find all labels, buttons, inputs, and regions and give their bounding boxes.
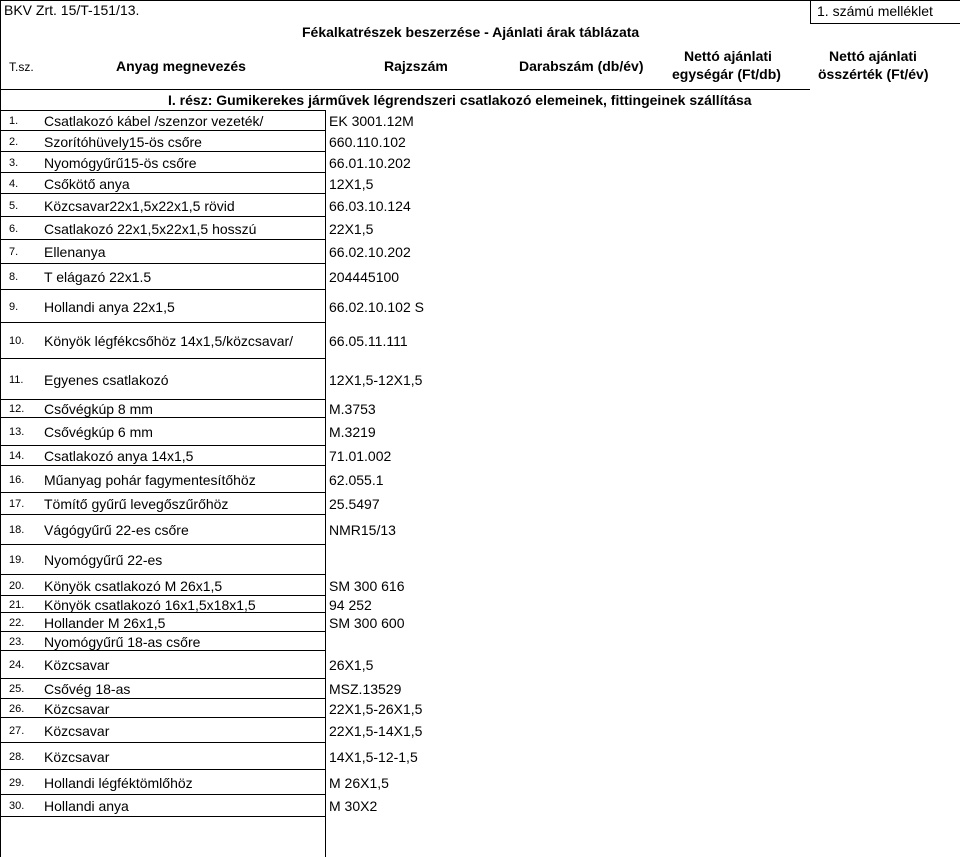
material-name: Tömítő gyűrű levegőszűrőhöz [44,496,229,512]
row-number: 22. [9,617,25,629]
drawing-number: SM 300 600 [329,615,405,631]
material-name: Ellenanya [44,244,106,260]
material-name: Szorítóhüvely15-ös csőre [44,134,202,150]
drawing-number: 66.01.10.202 [329,155,411,171]
document-reference: BKV Zrt. 15/T-151/13. [4,2,140,18]
drawing-number: 66.03.10.124 [329,198,411,214]
row-number: 18. [9,524,25,536]
material-name: Hollander M 26x1,5 [44,615,166,631]
drawing-number: 12X1,5 [329,176,374,192]
row-number: 9. [9,301,19,313]
drawing-number: MSZ.13529 [329,681,402,697]
drawing-number: M.3219 [329,424,376,440]
table-row [0,466,384,493]
table-row [0,575,405,596]
row-number: 8. [9,271,19,283]
material-name: Műanyag pohár fagymentesítőhöz [44,472,256,488]
row-number: 21. [9,599,25,611]
appendix-left-line [810,0,811,24]
table-row [0,613,405,632]
table-title: Fékalkatrészek beszerzése - Ajánlati árak táblázata [302,24,640,40]
material-name: T elágazó 22x1.5 [44,269,152,285]
drawing-number: 94 252 [329,597,372,613]
material-name: Csőkötő anya [44,176,130,192]
material-name: Egyenes csatlakozó [44,372,169,388]
col-header-name: Anyag megnevezés [116,58,246,74]
table-row [0,240,411,264]
row-number: 24. [9,659,25,671]
row-number: 29. [9,777,25,789]
material-name: Könyök légfékcsőhöz 14x1,5/közcsavar/ [44,333,294,349]
material-name: Közcsavar22x1,5x22x1,5 rövid [44,198,235,214]
row-number: 5. [9,200,19,212]
material-name: Könyök csatlakozó M 26x1,5 [44,578,223,594]
table-row [0,173,374,194]
drawing-number: 71.01.002 [329,448,392,464]
row-number: 20. [9,580,25,592]
row-number: 28. [9,751,25,763]
material-name: Könyök csatlakozó 16x1,5x18x1,5 [44,597,256,613]
drawing-number: 66.02.10.102 S [329,299,424,315]
table-row [0,493,380,515]
table-row [0,217,374,240]
material-name: Csatlakozó anya 14x1,5 [44,448,194,464]
drawing-number: 22X1,5-26X1,5 [329,701,423,717]
table-row [0,290,424,323]
table-row [0,323,408,359]
section-title: I. rész: Gumikerekes járművek légrendszeri csatlakozó elemeinek, fittingeinek szállítása [168,92,752,108]
material-name: Nyomógyűrű 22-es [44,552,163,568]
top-border [0,0,960,1]
material-name: Közcsavar [44,657,110,673]
appendix-label: 1. számú melléklet [817,3,933,19]
drawing-number: 22X1,5-14X1,5 [329,723,423,739]
drawing-number: M 26X1,5 [329,775,389,791]
table-row [0,131,406,152]
row-number: 2. [9,136,19,148]
row-number: 14. [9,450,25,462]
row-number: 26. [9,703,25,715]
drawing-number: 62.055.1 [329,472,384,488]
drawing-number: SM 300 616 [329,578,405,594]
material-name: Csővégkúp 8 mm [44,401,153,417]
col-header-unit-price-line1: Nettó ajánlati [684,48,772,64]
drawing-number: 204445100 [329,269,400,285]
material-name: Hollandi légféktömlőhöz [44,775,193,791]
table-row [0,795,378,817]
table-row [0,743,418,770]
material-name: Nyomógyűrű 18-as csőre [44,634,201,650]
table-row [0,770,389,795]
material-name: Csatlakozó kábel /szenzor vezeték/ [44,113,264,129]
table-row [0,446,392,466]
table-row [0,400,376,418]
table-row [0,679,402,699]
table-row [0,418,376,446]
row-number: 16. [9,474,25,486]
col-header-unit-price-line2: egységár (Ft/db) [672,66,781,82]
material-name: Hollandi anya 22x1,5 [44,299,175,315]
row-number: 6. [9,223,19,235]
drawing-number: 12X1,5-12X1,5 [329,372,423,388]
table-row [0,699,423,718]
drawing-number: 25.5497 [329,496,380,512]
material-name: Közcsavar [44,749,110,765]
material-name: Csatlakozó 22x1,5x22x1,5 hosszú [44,221,257,237]
row-number: 4. [9,178,19,190]
col-header-total-line1: Nettó ajánlati [829,48,917,64]
material-name: Közcsavar [44,701,110,717]
drawing-number: 14X1,5-12-1,5 [329,749,418,765]
drawing-number: NMR15/13 [329,522,396,538]
drawing-number: 22X1,5 [329,221,374,237]
material-name: Csővégkúp 6 mm [44,424,153,440]
material-name: Közcsavar [44,723,110,739]
row-number: 23. [9,636,25,648]
material-name: Csővég 18-as [44,681,131,697]
material-name: Vágógyűrű 22-es csőre [44,522,189,538]
drawing-number: 660.110.102 [329,134,406,150]
drawing-number: 66.02.10.202 [329,244,411,260]
row-number: 30. [9,800,25,812]
drawing-number: M 30X2 [329,798,378,814]
row-number: 27. [9,725,25,737]
row-number: 10. [9,335,25,347]
col-header-total-line2: összérték (Ft/év) [818,66,929,82]
row-number: 12. [9,403,25,415]
table-row [0,194,411,217]
col-header-tsz: T.sz. [9,60,34,74]
table-row [0,152,411,173]
table-row [0,110,414,131]
table-row [0,515,396,545]
drawing-number: EK 3001.12M [329,113,414,129]
appendix-underline [810,23,960,24]
row-number: 1. [9,115,19,127]
row-number: 11. [9,374,24,386]
table-row [0,632,325,651]
row-number: 7. [9,246,19,258]
drawing-number: 66.05.11.111 [329,333,408,349]
table-row [0,651,374,679]
row-number: 19. [9,554,25,566]
row-number: 13. [9,426,25,438]
material-name: Hollandi anya [44,798,129,814]
material-name: Nyomógyűrű15-ös csőre [44,155,197,171]
table-row [0,264,400,290]
row-number: 17. [9,498,25,510]
row-bottom-line [0,816,325,817]
col-header-qty: Darabszám (db/év) [519,58,644,74]
row-number: 25. [9,683,25,695]
drawing-number: 26X1,5 [329,657,374,673]
row-number: 3. [9,157,19,169]
table-row [0,545,325,575]
drawing-number: M.3753 [329,401,376,417]
name-col-right-line [325,110,326,857]
table-row [0,359,423,400]
col-header-drawing: Rajzszám [384,58,448,74]
table-row [0,718,423,743]
header-bottom-line [0,89,810,90]
table-row [0,596,372,613]
